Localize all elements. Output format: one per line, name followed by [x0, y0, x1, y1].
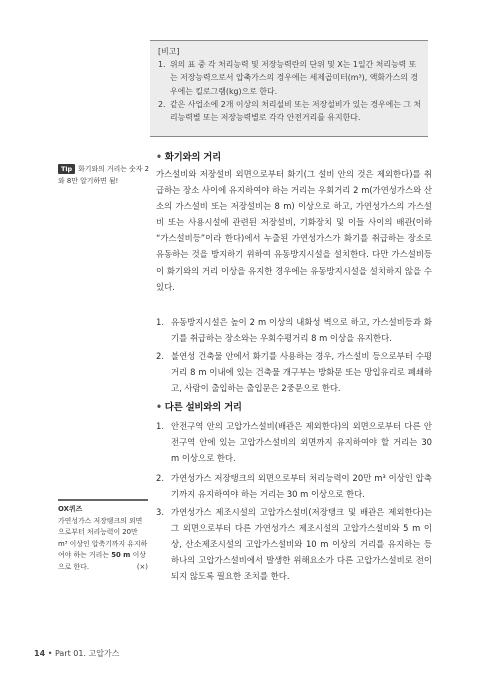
ox-quiz-answer: (×) — [136, 562, 148, 571]
section-heading-text: 화기와의 거리 — [164, 152, 221, 163]
list-item-text: 불연성 건축물 안에서 화기를 사용하는 경우, 가스설비 등으로부터 수평거리 8 m 이내에 있는 건축물 개구부는 방화문 또는 망입유리로 폐쇄하고, 사람이 출입하는 출입문은 2중문으로 한다. — [171, 351, 432, 394]
bullet-icon: • — [156, 402, 162, 413]
list-item — [156, 348, 432, 396]
list-item-text: 유동방지시설은 높이 2 m 이상의 내화성 벽으로 하고, 가스설비등과 화기를 취급하는 장소와는 우회수평거리 8 m 이상을 유지한다. — [171, 317, 432, 344]
footer-part-title: Part 01. 고압가스 — [54, 649, 120, 658]
ox-quiz-title: OX퀴즈 — [58, 505, 83, 513]
list-item-number: 1. — [156, 421, 164, 431]
section-paragraph: 가스설비와 저장설비 외면으로부터 화기(그 설비 안의 것은 제외한다)를 취급하는 장소 사이에 유지하여야 하는 거리는 우회거리 2 m(가연성가스와 산소의 가스설비 또는 저장설비는 8 m) 이상으로 하고, 가연성가스의 가스설비 또는 사용시설에 관련된 저장설비, 기화장치 및 이들 사이의 배관(이하 “가스설비등”이라 한다)에서 누출된 가연성가스가 화기를 취급하는 장소로 유동하는 것을 방지하기 위하여 유동방지시설을 설치한다. 다만 가스설비등이 화기와의 거리 이상을 유지한 경우에는 유동방지시설을 설치하지 않을 수 있다. — [156, 169, 432, 292]
list-item-text: 가연성가스 제조시설의 고압가스설비(저장탱크 및 배관은 제외한다)는 그 외면으로부터 다른 가연성가스 제조시설의 고압가스설비와 5 m 이상, 산소제조시설의 고압가스설비와 10 m 이상의 거리를 유지하는 등 하나의 고압가스설비에서 발생한 위해요소가 다른 고압가스설비로 전이되지 않도록 필요한 조치를 한다. — [171, 507, 432, 582]
ox-quiz-body — [58, 516, 148, 574]
list-item-number: 2. — [156, 351, 164, 361]
section-heading-fire-distance — [156, 149, 221, 163]
footer-bullet: • — [47, 649, 53, 658]
reference-item-1 — [158, 58, 422, 98]
bullet-icon: • — [156, 152, 162, 163]
section-heading-other-facility-distance — [156, 399, 242, 413]
tip-text: 화기와의 거리는 숫자 2와 8만 알기하면 됨! — [58, 165, 149, 185]
list-item-number: 1. — [156, 317, 164, 327]
list-item — [156, 314, 432, 346]
ox-quiz-highlight: 50 m — [111, 551, 131, 560]
list-item — [156, 470, 432, 502]
reference-item-2 — [158, 98, 422, 124]
page-number: 14 — [34, 649, 46, 658]
page-footer — [34, 648, 119, 659]
tip-note — [58, 164, 150, 187]
ox-quiz-question: 가연성가스 저장탱크의 외면으로부터 처리능력이 20만 m³ 이상인 압축기까지 유지하여야 하는 거리는 — [58, 516, 148, 560]
reference-item-number: 2. — [158, 99, 166, 109]
tip-badge: Tip — [58, 164, 75, 174]
list-item — [156, 504, 432, 584]
ox-quiz-box — [58, 499, 148, 574]
reference-box — [150, 40, 428, 137]
reference-title: [비고] — [158, 47, 180, 56]
ox-quiz-question-tail: 이상으로 한다. — [58, 551, 146, 571]
reference-item-number: 1. — [158, 60, 166, 70]
reference-item-text: 같은 사업소에 2개 이상의 처리설비 또는 저장설비가 있는 경우에는 그 처리능력별 또는 저장능력별로 각각 안전거리를 유지한다. — [170, 99, 422, 123]
list-item-text: 가연성가스 저장탱크의 외면으로부터 처리능력이 20만 m³ 이상인 압축기까지 유지하여야 하는 거리는 30 m 이상으로 한다. — [171, 473, 432, 500]
reference-item-text: 위의 표 중 각 처리능력 및 저장능력란의 단위 및 X는 1일간 처리능력 또는 저장능력으로서 압축가스의 경우에는 세제곱미터(m³), 액화가스의 경우에는 킬로그램(kg)으로 한다. — [170, 60, 418, 96]
list-item-number: 3. — [156, 507, 164, 517]
list-item-text: 안전구역 안의 고압가스설비(배관은 제외한다)의 외면으로부터 다른 안전구역 안에 있는 고압가스설비의 외면까지 유지하여야 할 거리는 30 m 이상으로 한다. — [171, 421, 432, 464]
list-item-number: 2. — [156, 473, 164, 483]
section-heading-text: 다른 설비와의 거리 — [164, 402, 242, 413]
list-item — [156, 418, 432, 466]
